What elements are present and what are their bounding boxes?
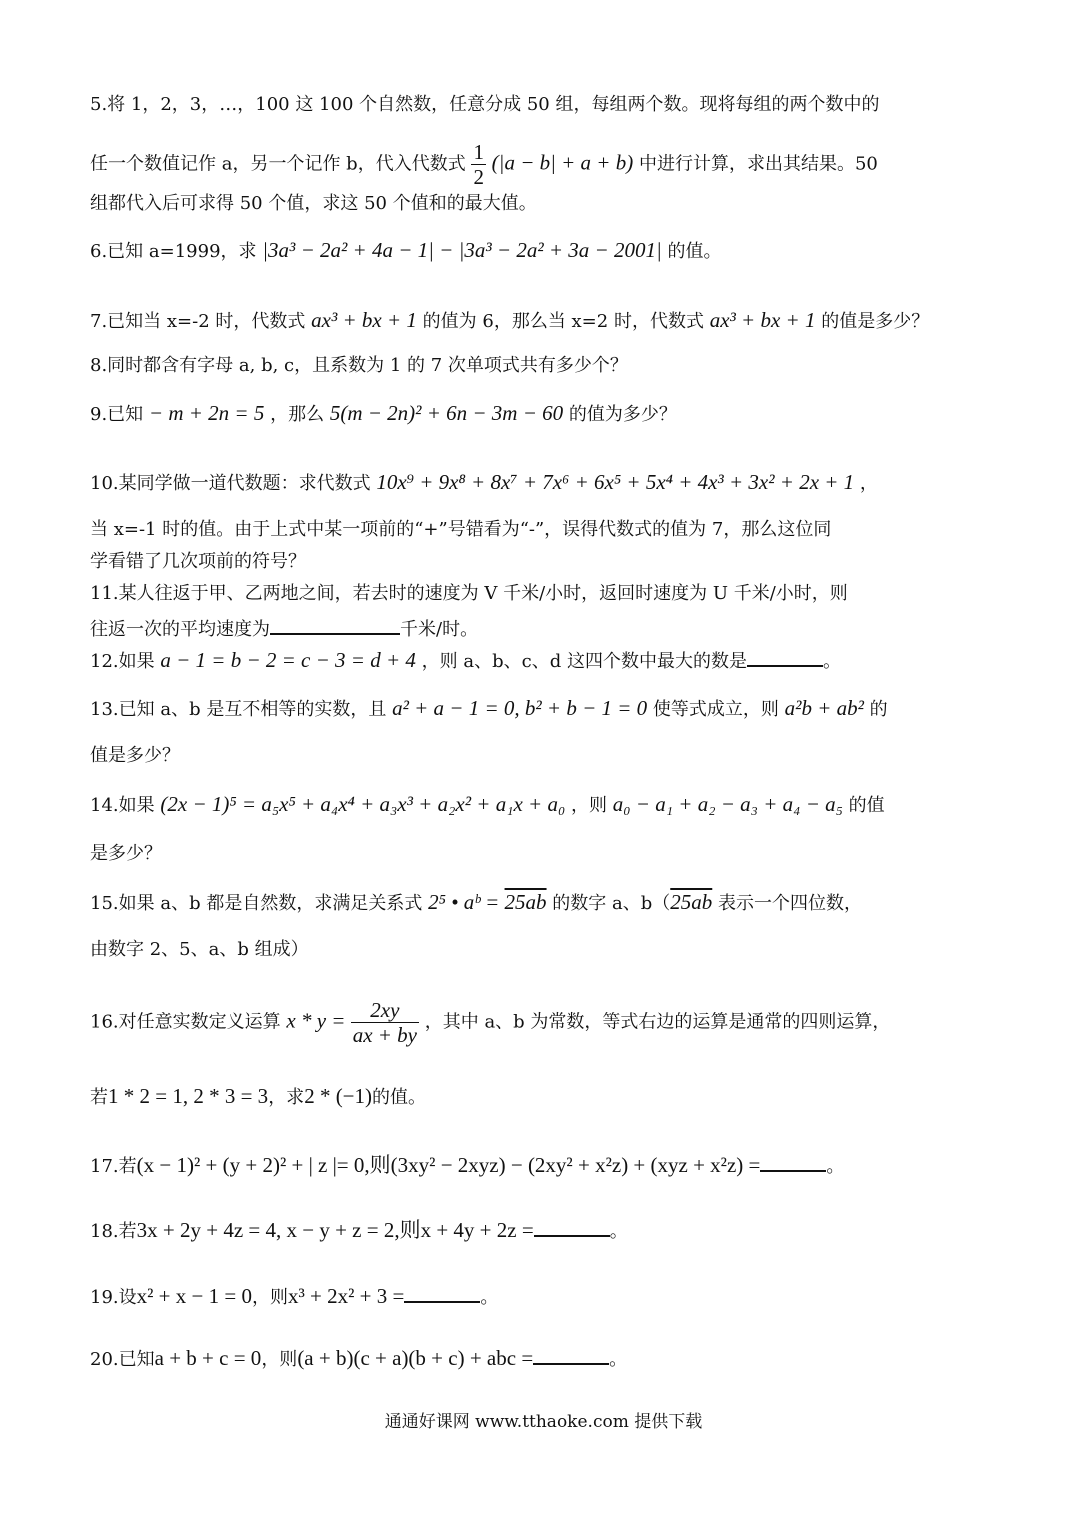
answer-blank	[404, 1283, 480, 1303]
question-10-line-2	[90, 518, 1002, 542]
question-7-text-pre: 7.已知当 x=-2 时，代数式	[90, 311, 306, 332]
question-10-line-1	[90, 470, 1002, 496]
question-16-line-1	[90, 998, 1002, 1047]
question-10-text-2: 当 x=-1 时的值。由于上式中某一项前的“+”号错看为“-”，误得代数式的值为 7，那么这位同	[90, 519, 832, 540]
question-5-line-1	[90, 93, 1002, 117]
question-12-expression: a − 1 = b − 2 = c − 3 = d + 4	[160, 648, 416, 672]
question-9	[90, 401, 1002, 427]
question-16-line-2	[90, 1084, 1002, 1110]
question-14-text-post: 的值	[848, 795, 885, 816]
question-15-line-1	[90, 890, 1002, 916]
question-14-text-pre: 14.如果	[90, 795, 155, 816]
question-9-expression-2: 5(m − 2n)² + 6n − 3m − 60	[329, 401, 564, 425]
question-9-text-post: 的值为多少？	[568, 404, 677, 425]
answer-blank	[270, 615, 400, 635]
page-footer: 通通好课网 www.tthaoke.com 提供下载	[384, 1412, 703, 1432]
question-17-expression: (x − 1)² + (y + 2)² + | z |= 0,则(3xy² − 2xyz) − (2xy² + x²z) + (xyz + x²z) =	[136, 1153, 761, 1177]
fraction-numerator: 1	[473, 140, 484, 164]
question-12-text-mid: ，则 a、b、c、d 这四个数中最大的数是	[421, 651, 747, 672]
question-10-text-post: ，	[859, 473, 878, 494]
question-18-expression: 3x + 2y + 4z = 4, x − y + z = 2,则x + 4y + 2z =	[136, 1218, 534, 1242]
question-11-text-post: 千米/时。	[400, 619, 479, 640]
question-18-text-post: 。	[609, 1221, 628, 1242]
question-20-expression-1: a + b + c = 0	[154, 1346, 262, 1370]
question-13-text-pre: 13.已知 a、b 是互不相等的实数，且	[90, 699, 387, 720]
question-5-line-2	[90, 140, 1002, 189]
question-14-text-2: 是多少？	[90, 843, 162, 864]
question-5-fraction	[471, 140, 486, 189]
question-5-text-post: 中进行计算，求出其结果。50	[638, 153, 878, 175]
question-14-line-1	[90, 792, 1002, 818]
question-13-line-2	[90, 744, 1002, 768]
question-19-text-pre: 19.设	[90, 1287, 137, 1308]
question-13-line-1	[90, 696, 1002, 722]
question-20-text-post: 。	[609, 1349, 628, 1370]
question-11-text-pre: 往返一次的平均速度为	[90, 619, 270, 640]
question-7-expression-1: ax³ + bx + 1	[311, 308, 417, 332]
answer-blank	[747, 647, 823, 667]
question-18-text-pre: 18.若	[90, 1221, 137, 1242]
question-7	[90, 308, 1002, 334]
question-16-lhs: x * y =	[286, 1008, 351, 1033]
question-16-text-post: ，其中 a、b 为常数，等式右边的运算是通常的四则运算，	[424, 1011, 891, 1033]
question-17	[90, 1152, 1002, 1179]
question-5-expression: (|a − b| + a + b)	[491, 150, 634, 175]
question-13-text-mid: 使等式成立，则	[652, 699, 779, 720]
question-12	[90, 647, 1002, 674]
question-15-text-mid: 的数字 a、b（	[552, 893, 671, 914]
question-12-text-post: 。	[822, 651, 841, 672]
question-8-text: 8.同时都含有字母 a, b, c，且系数为 1 的 7 次单项式共有多少个？	[90, 355, 628, 376]
answer-blank	[760, 1152, 826, 1172]
question-11-line-2	[90, 615, 1002, 642]
question-7-text-post: 的值是多少？	[821, 311, 930, 332]
question-17-text-pre: 17.若	[90, 1156, 137, 1177]
question-20-text-mid: ，则	[261, 1349, 298, 1370]
question-20-text-pre: 20.已知	[90, 1349, 155, 1370]
question-13-text-post: 的	[869, 699, 888, 720]
question-15-expression: 2⁵ • aᵇ =	[428, 890, 505, 914]
question-5-text-end: 组都代入后可求得 50 个值，求这 50 个值和的最大值。	[90, 193, 537, 214]
question-15-text-post: 表示一个四位数，	[718, 893, 862, 914]
question-19-expression-1: x² + x − 1 = 0	[136, 1284, 252, 1308]
answer-blank	[533, 1345, 609, 1365]
question-15-text-pre: 15.如果 a、b 都是自然数，求满足关系式	[90, 893, 423, 914]
question-15-line-2	[90, 938, 1002, 962]
question-16-text-2-mid: ，求	[268, 1087, 305, 1108]
question-20-expression-2: (a + b)(c + a)(b + c) + abc =	[297, 1346, 534, 1370]
question-6-expression: |3a³ − 2a² + 4a − 1| − |3a³ − 2a² + 3a − 2001|	[262, 238, 662, 262]
question-19-expression-2: x³ + 2x² + 3 =	[287, 1284, 405, 1308]
question-9-expression-1: − m + 2n = 5	[148, 401, 265, 425]
question-15-overline-number: 25ab	[504, 890, 547, 914]
question-8	[90, 354, 1002, 378]
question-10-line-3	[90, 550, 1002, 574]
question-16-text-2-post: 的值。	[372, 1087, 427, 1108]
question-19-text-mid: ，则	[251, 1287, 288, 1308]
question-9-text-pre: 9.已知	[90, 404, 144, 425]
question-6-text-post: 的值。	[667, 241, 722, 262]
question-5-text-pre: 任一个数值记作 a，另一个记作 b，代入代数式	[90, 153, 466, 175]
question-17-text-post: 。	[826, 1156, 845, 1177]
question-18	[90, 1217, 1002, 1244]
question-14-expression-2: a₀ − a₁ + a₂ − a₃ + a₄ − a₅	[612, 792, 843, 816]
question-14-line-2	[90, 842, 1002, 866]
question-10-text-3: 学看错了几次项前的符号？	[90, 551, 306, 572]
question-10-text-pre: 10.某同学做一道代数题：求代数式	[90, 473, 371, 494]
question-7-text-mid: 的值为 6，那么当 x=2 时，代数式	[422, 311, 704, 332]
question-16-text-pre: 16.对任意实数定义运算	[90, 1011, 281, 1033]
answer-blank	[534, 1217, 610, 1237]
question-16-expression: 1 * 2 = 1, 2 * 3 = 3	[108, 1084, 269, 1108]
question-10-expression: 10x⁹ + 9x⁸ + 8x⁷ + 7x⁶ + 6x⁵ + 5x⁴ + 4x³ + 3x² + 2x + 1	[376, 470, 855, 494]
question-7-expression-2: ax³ + bx + 1	[709, 308, 816, 332]
question-11-text: 11.某人往返于甲、乙两地之间，若去时的速度为 V 千米/小时，返回时速度为 U 千米/小时，则	[90, 583, 848, 604]
question-6-text-pre: 6.已知 a=1999，求	[90, 241, 257, 262]
question-5-text: 5.将 1，2，3，…，100 这 100 个自然数，任意分成 50 组，每组两个数。现将每组的两个数中的	[90, 94, 880, 115]
question-20	[90, 1345, 1002, 1372]
question-5-line-3	[90, 192, 1002, 216]
question-13-text-2: 值是多少？	[90, 745, 180, 766]
question-16-expression-2: 2 * (−1)	[304, 1084, 373, 1108]
fraction-denominator: 2	[473, 165, 484, 189]
question-6	[90, 238, 1002, 264]
question-19-text-post: 。	[480, 1287, 499, 1308]
question-12-text-pre: 12.如果	[90, 651, 155, 672]
question-14-expression-1: (2x − 1)⁵ = a₅x⁵ + a₄x⁴ + a₃x³ + a₂x² + a₁x + a₀	[160, 792, 566, 816]
question-9-text-mid: ，那么	[270, 404, 325, 425]
question-15-overline-number-2: 25ab	[670, 890, 713, 914]
question-13-expression-1: a² + a − 1 = 0, b² + b − 1 = 0	[392, 696, 648, 720]
question-16-text-2-pre: 若	[90, 1087, 108, 1108]
question-14-text-mid: ，则	[571, 795, 608, 816]
fraction-denominator: ax + by	[352, 1023, 417, 1047]
question-15-text-2: 由数字 2、5、a、b 组成）	[90, 939, 309, 960]
fraction-numerator: 2xy	[351, 998, 419, 1023]
question-16-fraction	[351, 998, 419, 1047]
question-19	[90, 1283, 1002, 1310]
question-13-expression-2: a²b + ab²	[784, 696, 864, 720]
question-11-line-1	[90, 582, 1002, 606]
